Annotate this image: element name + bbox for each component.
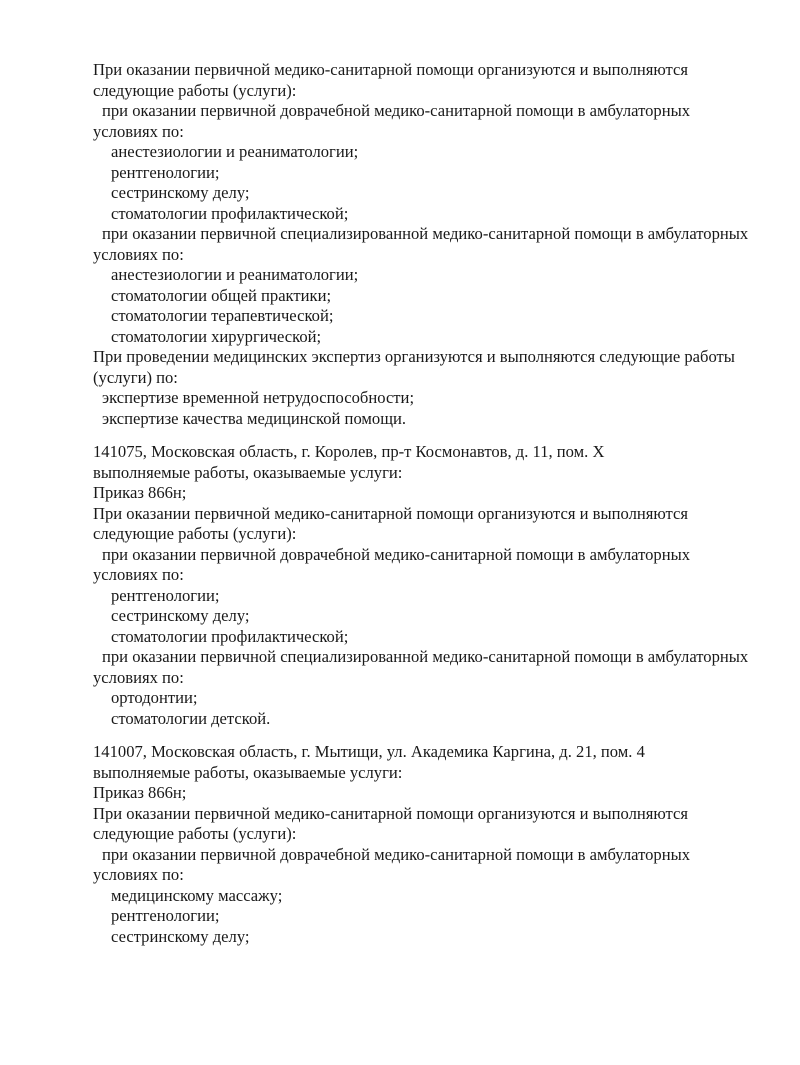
order-reference: Приказ 866н; [93,783,187,802]
service-item: стоматологии хирургической; [111,326,322,346]
subsection-heading: при оказании первичной доврачебной медико-санитарной помощи в амбулаторных условиях по: [93,544,691,584]
service-item: стоматологии профилактической; [111,203,349,223]
subsection-heading: при оказании первичной доврачебной медико-санитарной помощи в амбулаторных условиях по: [93,844,691,884]
section-heading: При оказании первичной медико-санитарной помощи организуются и выполняются следующие работы (услуги): [93,803,688,843]
works-label: выполняемые работы, оказываемые услуги: [93,462,403,482]
section-heading: При оказании первичной медико-санитарной помощи организуются и выполняются следующие работы (услуги): [93,60,688,100]
service-item: анестезиологии и реаниматологии; [111,142,359,161]
subsection-heading: при оказании первичной доврачебной медико-санитарной помощи в амбулаторных условиях по: [93,101,691,141]
service-item: рентгенологии; [111,162,220,182]
order-reference: Приказ 866н; [93,483,187,502]
service-item: стоматологии профилактической; [111,626,349,646]
services-block-korolev [93,442,751,729]
service-item: рентгенологии; [111,906,220,925]
service-item: рентгенологии; [111,585,220,605]
service-item: анестезиологии и реаниматологии; [111,265,359,284]
service-item: сестринскому делу; [111,926,250,946]
location-address: 141075, Московская область, г. Королев, пр-т Космонавтов, д. 11, пом. X [93,442,605,461]
service-item: стоматологии терапевтической; [111,306,334,325]
location-address: 141007, Московская область, г. Мытищи, ул. Академика Каргина, д. 21, пом. 4 [93,742,645,761]
subsection-heading: при оказании первичной специализированной медико-санитарной помощи в амбулаторных условиях по: [93,224,749,264]
subsection-heading: при оказании первичной специализированной медико-санитарной помощи в амбулаторных условиях по: [93,647,749,687]
service-item: экспертизе качества медицинской помощи. [102,408,407,428]
section-heading: При проведении медицинских экспертиз организуются и выполняются следующие работы (услуги) по: [93,347,735,387]
service-item: сестринскому делу; [111,606,250,625]
service-item: медицинскому массажу; [111,885,283,905]
works-label: выполняемые работы, оказываемые услуги: [93,762,403,782]
document-text-area [93,60,751,947]
service-item: ортодонтии; [111,688,198,707]
services-block-mytishchi [93,742,751,947]
service-item: сестринскому делу; [111,183,250,202]
section-heading: При оказании первичной медико-санитарной помощи организуются и выполняются следующие работы (услуги): [93,503,688,543]
services-block-continued [93,60,751,429]
service-item: стоматологии детской. [111,708,271,728]
service-item: экспертизе временной нетрудоспособности; [102,388,415,407]
service-item: стоматологии общей практики; [111,285,332,305]
